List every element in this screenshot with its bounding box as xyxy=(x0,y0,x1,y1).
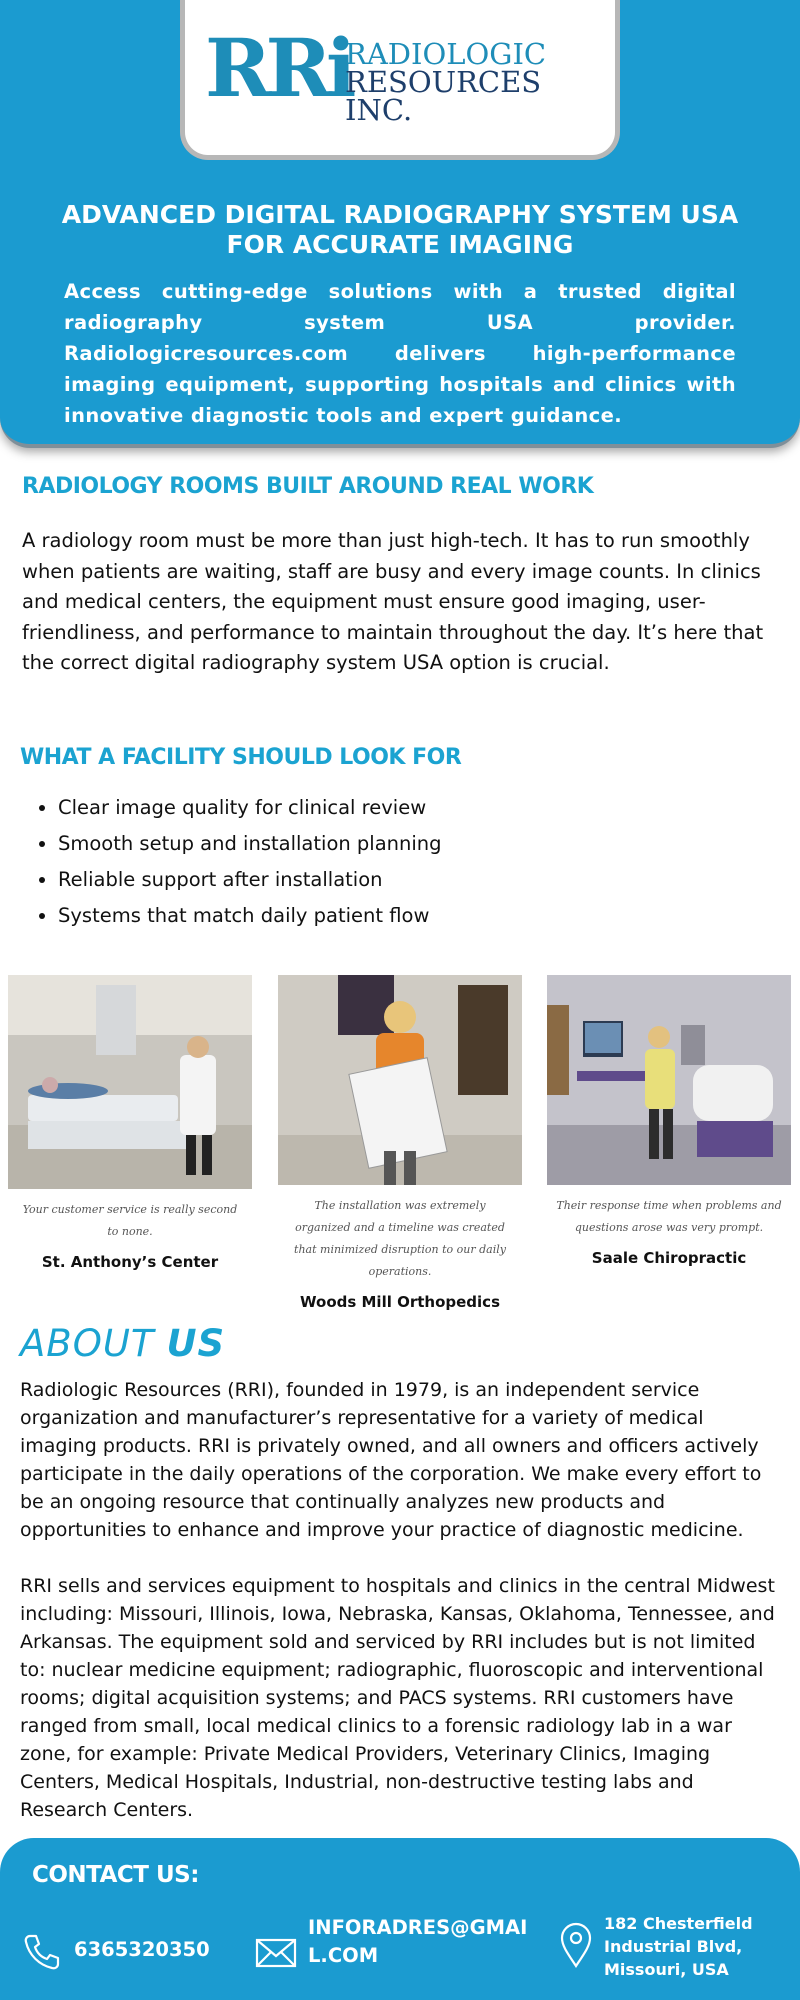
location-pin-icon xyxy=(558,1920,594,1974)
hero-description: Access cutting-edge solutions with a trusted digital radiography system USA provider. Radiologicresources.com delivers high-performance imaging equipment, supporting hospitals and clinics with innovative diagnostic tools and expert guidance. xyxy=(64,280,736,427)
rooms-body: A radiology room must be more than just high-tech. It has to run smoothly when patients are waiting, staff are busy and every image counts. In clinics and medical centers, the equipment must ensure good imaging, user-friendliness, and performance to maintain throughout the day. It’s here that the correct digital radiography system USA option is crucial. xyxy=(22,529,764,674)
rooms-heading: RADIOLOGY ROOMS BUILT AROUND REAL WORK xyxy=(22,474,594,499)
phone-icon xyxy=(22,1932,62,1976)
logo-line-1: RADIOLOGIC xyxy=(345,37,547,71)
testimonial-quote: Their response time when problems and questions arose was very prompt. xyxy=(556,1199,782,1234)
contact-footer xyxy=(0,1838,800,2000)
list-item: • Systems that match daily patient flow xyxy=(58,898,442,934)
testimonial-name: Woods Mill Orthopedics xyxy=(300,1293,500,1311)
testimonial-quote: The installation was extremely organized and a timeline was created that minimized disruption to our daily operations. xyxy=(294,1199,506,1278)
testimonial-quote: Your customer service is really second to none. xyxy=(22,1203,238,1238)
contact-email[interactable]: INFORADRES@GMAIL.COM xyxy=(308,1916,528,1967)
photo-cr-reader-room xyxy=(547,975,791,1185)
testimonial-name: Saale Chiropractic xyxy=(591,1249,747,1267)
logo-wordmark xyxy=(345,37,615,127)
logo-line-2: RESOURCES INC. xyxy=(345,65,542,127)
hero-banner xyxy=(0,0,800,448)
testimonial-name: St. Anthony’s Center xyxy=(41,1253,219,1271)
about-title-part2: US xyxy=(166,1322,226,1365)
about-paragraph-2: RRI sells and services equipment to hospitals and clinics in the central Midwest including: Missouri, Illinois, Iowa, Nebraska, Kansas, Oklahoma, Tennessee, and Arkansas. The equipment sold and serviced by RRI includes but is not limited to: nuclear medicine equipment; radiographic, fluoroscopic and interventional rooms; digital acquisition systems; and PACS systems. RRI customers have ranged from small, local medical clinics to a forensic radiology lab in a war zone, for example: Private Medical Providers, Veterinary Clinics, Imaging Centers, Medical Hospitals, Industrial, non-destructive testing labs and Research Centers. xyxy=(20,1575,775,1821)
logo-card[interactable] xyxy=(180,0,620,160)
mail-icon xyxy=(254,1932,298,1976)
about-title-part1: ABOUT xyxy=(20,1322,155,1365)
testimonial-card xyxy=(547,975,791,1267)
contact-address: 182 Chesterfield Industrial Blvd, Missouri, USA xyxy=(604,1914,753,1979)
about-title xyxy=(20,1322,225,1365)
facility-checklist xyxy=(34,790,442,934)
logo-mark: RRi xyxy=(205,21,351,115)
about-paragraph-1: Radiologic Resources (RRI), founded in 1979, is an independent service organization and manufacturer’s representative for a variety of medical imaging products. RRI is privately owned, and all owners and officers actively participate in the daily operations of the corporation. We make every effort to be an ongoing resource that continually analyzes new products and opportunities to enhance and improve your practice of diagnostic medicine. xyxy=(20,1379,762,1541)
hero-title: ADVANCED DIGITAL RADIOGRAPHY SYSTEM USA FOR ACCURATE IMAGING xyxy=(61,200,739,259)
testimonial-card xyxy=(8,975,252,1271)
list-item: • Clear image quality for clinical review xyxy=(58,790,442,826)
photo-staff-with-panel xyxy=(278,975,522,1185)
facility-heading: WHAT A FACILITY SHOULD LOOK FOR xyxy=(20,745,462,770)
contact-phone[interactable]: 6365320350 xyxy=(74,1938,210,1961)
testimonial-card xyxy=(278,975,522,1311)
photo-xray-room xyxy=(8,975,252,1189)
contact-title: CONTACT US: xyxy=(32,1862,199,1888)
list-item: • Reliable support after installation xyxy=(58,862,442,898)
list-item: • Smooth setup and installation planning xyxy=(58,826,442,862)
